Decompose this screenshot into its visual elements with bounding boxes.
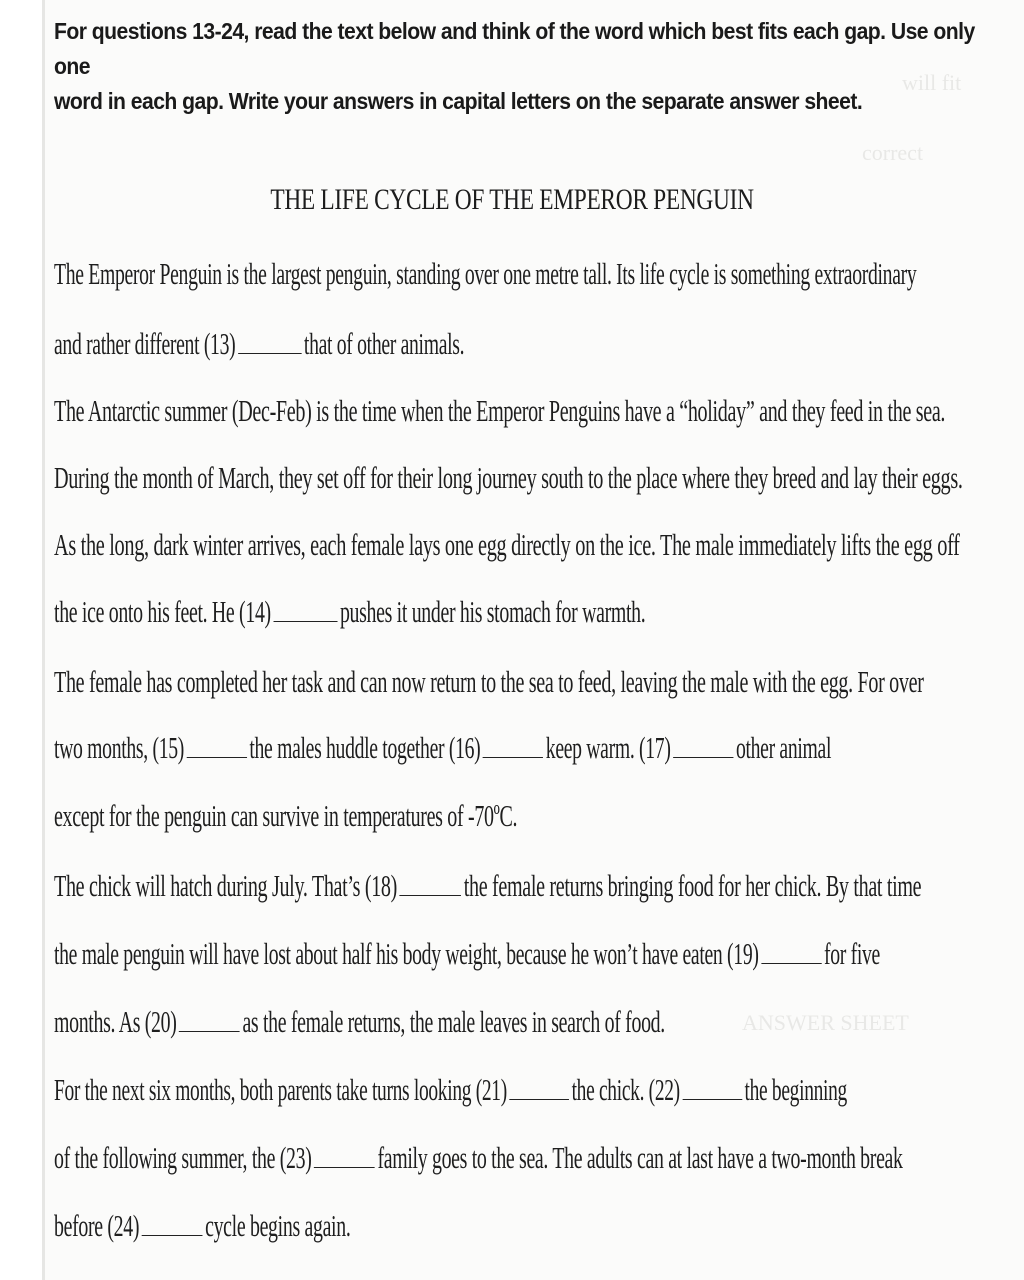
- gap-16[interactable]: [483, 733, 543, 758]
- text-line: [54, 868, 921, 904]
- gap-23[interactable]: [314, 1143, 375, 1168]
- text-segment: months. As (20): [54, 1004, 177, 1039]
- text-segment: For the next six months, both parents take turns looking (21): [54, 1072, 507, 1107]
- text-segment: pushes it under his stomach for warmth.: [339, 594, 646, 629]
- text-segment: for five: [823, 936, 880, 971]
- text-line: [54, 1004, 665, 1040]
- text-segment: that of other animals.: [303, 326, 465, 361]
- text-line: [54, 393, 945, 429]
- gap-19[interactable]: [761, 939, 821, 964]
- bleed-through-ghost-text: ANSWER SHEET: [742, 1010, 909, 1035]
- text-line: [54, 1072, 847, 1108]
- text-segment: The Antarctic summer (Dec-Feb) is the time when the Emperor Penguins have a “holiday” and they feed in the sea.: [54, 393, 946, 428]
- text-line: [54, 527, 960, 563]
- instructions-line-1: For questions 13-24, read the text below and think of the word which best fits each gap. Use only one: [54, 18, 975, 79]
- gap-15[interactable]: [187, 733, 247, 758]
- text-segment: the female returns bringing food for her chick. By that time: [463, 868, 922, 903]
- exercise-instructions: [54, 14, 990, 119]
- gap-22[interactable]: [682, 1075, 742, 1100]
- text-segment: During the month of March, they set off for their long journey south to the place where they breed and lay their eggs.: [54, 460, 963, 495]
- text-line: [54, 326, 464, 362]
- instructions-line-2: word in each gap. Write your answers in capital letters on the separate answer sheet.: [54, 88, 863, 114]
- text-line: [54, 256, 916, 292]
- text-segment: The chick will hatch during July. That’s (18): [54, 868, 398, 903]
- worksheet-page: [42, 0, 1024, 1280]
- gap-14[interactable]: [273, 597, 337, 622]
- text-segment: before (24): [54, 1208, 140, 1243]
- text-segment: cycle begins again.: [205, 1208, 351, 1243]
- gap-13[interactable]: [238, 329, 302, 354]
- text-segment: two months, (15): [54, 730, 184, 765]
- text-line: [54, 936, 880, 972]
- text-segment: The female has completed her task and can now return to the sea to feed, leaving the male with the egg. For over: [54, 664, 924, 699]
- text-segment: the male penguin will have lost about half his body weight, because he won’t have eaten (19): [54, 936, 759, 971]
- gap-17[interactable]: [673, 733, 733, 758]
- text-line: [54, 1140, 903, 1176]
- text-line: [54, 730, 831, 766]
- text-line: [54, 1208, 351, 1244]
- text-segment: The Emperor Penguin is the largest penguin, standing over one metre tall. Its life cycle is something extraordinary: [54, 256, 917, 291]
- text-line: [54, 664, 924, 700]
- gap-24[interactable]: [142, 1211, 203, 1236]
- text-segment: except for the penguin can survive in temperatures of -70ºC.: [54, 798, 518, 833]
- text-segment: the males huddle together (16): [249, 730, 481, 765]
- text-segment: of the following summer, the (23): [54, 1140, 312, 1175]
- bleed-through-ghost-text: will fit: [902, 70, 962, 95]
- text-segment: as the female returns, the male leaves in search of food.: [242, 1004, 665, 1039]
- text-segment: the ice onto his feet. He (14): [54, 594, 271, 629]
- gap-18[interactable]: [400, 871, 462, 896]
- text-line: [54, 798, 517, 834]
- text-segment: keep warm. (17): [545, 730, 671, 765]
- passage-title: THE LIFE CYCLE OF THE EMPEROR PENGUIN: [270, 183, 754, 216]
- text-line: [54, 460, 963, 496]
- text-segment: family goes to the sea. The adults can at last have a two-month break: [377, 1140, 903, 1175]
- bleed-through-ghost-text: correct: [862, 140, 924, 165]
- text-line: [54, 594, 645, 630]
- gap-20[interactable]: [179, 1007, 240, 1032]
- text-segment: and rather different (13): [54, 326, 236, 361]
- text-segment: the beginning: [744, 1072, 847, 1107]
- text-segment: other animal: [735, 730, 832, 765]
- text-segment: the chick. (22): [571, 1072, 680, 1107]
- gap-21[interactable]: [509, 1075, 569, 1100]
- text-segment: As the long, dark winter arrives, each female lays one egg directly on the ice. The male immediately lifts the egg off: [54, 527, 960, 562]
